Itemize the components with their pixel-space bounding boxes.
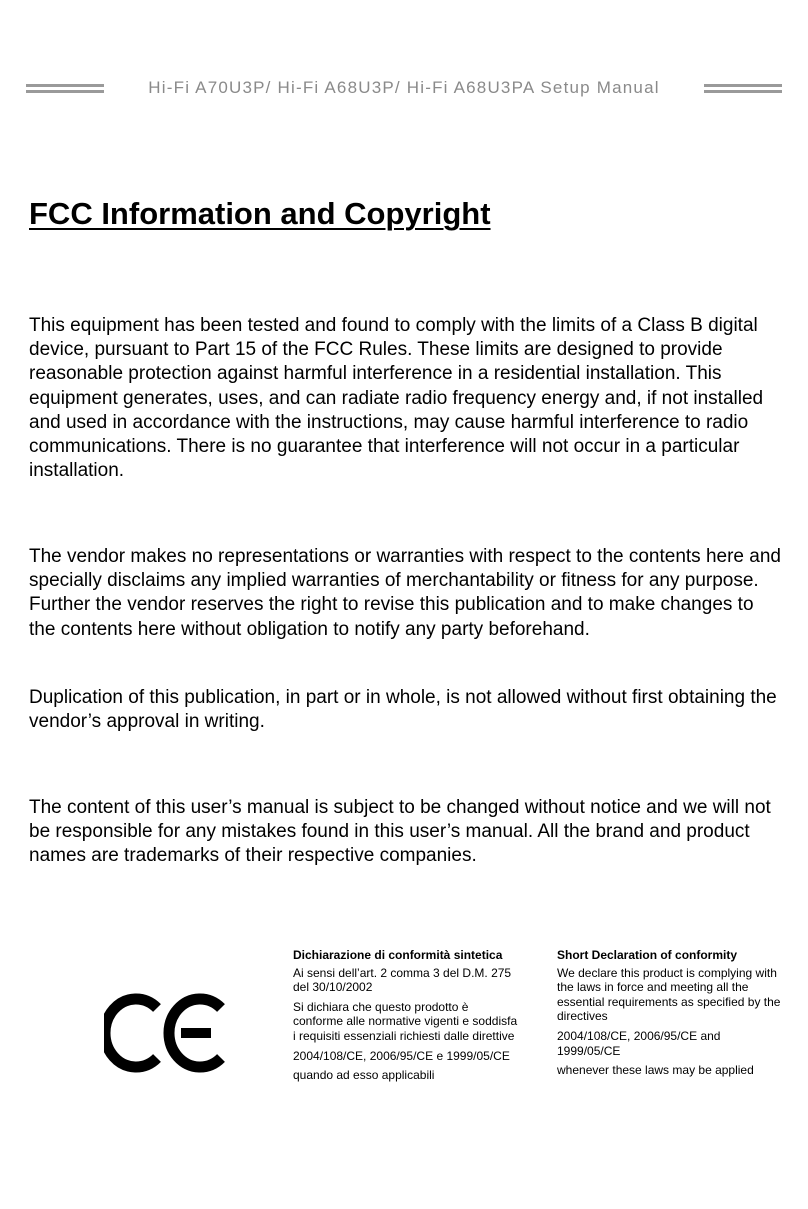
declaration-italian-line: 2004/108/CE, 2006/95/CE e 1999/05/CE <box>293 1048 510 1063</box>
duplication-paragraph: Duplication of this publication, in part or in whole, is not allowed without first obtaining the vendor’s approval in writing. <box>29 687 777 733</box>
declaration-english-line: 2004/108/CE, 2006/95/CE and 1999/05/CE <box>557 1028 721 1058</box>
declaration-english <box>557 948 782 1083</box>
declaration-italian-line: Si dichiara che questo prodotto è conforme alle normative vigenti e soddisfa i requisiti essenziali richiesti dalle direttive <box>293 999 518 1043</box>
warranty-paragraph: The vendor makes no representations or warranties with respect to the contents here and specially disclaims any implied warranties of merchantability or fitness for any purpose. Further the vendor reserves the right to revise this publication and to make changes to the contents here without obligation to notify any party beforehand. <box>29 546 781 640</box>
header-rule-right <box>704 84 782 93</box>
declaration-italian-line: quando ad esso applicabili <box>293 1068 435 1083</box>
declaration-italian-title: Dichiarazione di conformità sintetica <box>293 948 503 962</box>
ce-mark-icon <box>104 990 228 1076</box>
running-header <box>26 76 782 102</box>
declaration-english-title: Short Declaration of conformity <box>557 948 738 962</box>
page-title: FCC Information and Copyright <box>29 196 491 231</box>
declaration-english-line: whenever these laws may be applied <box>557 1063 754 1078</box>
fcc-paragraph: This equipment has been tested and found to comply with the limits of a Class B digital device, pursuant to Part 15 of the FCC Rules. These limits are designed to provide reasonable protection against harmful interference in a residential installation. This equipment generates, uses, and can radiate radio frequency energy and, if not installed and used in accordance with the instructions, may cause harmful interference to radio communications. There is no guarantee that interference will not occur in a particular installation. <box>29 315 764 482</box>
declaration-italian-line: Ai sensi dell’art. 2 comma 3 del D.M. 275 del 30/10/2002 <box>293 965 512 995</box>
header-rule-left <box>26 84 104 93</box>
trademark-paragraph: The content of this user’s manual is subject to be changed without notice and we will not be responsible for any mistakes found in this user’s manual. All the brand and product names are trademarks of their respective companies. <box>29 797 771 867</box>
declaration-english-line: We declare this product is complying with the laws in force and meeting all the essential requirements as specified by the directives <box>557 965 781 1024</box>
declaration-italian <box>293 948 518 1088</box>
header-text: Hi-Fi A70U3P/ Hi-Fi A68U3P/ Hi-Fi A68U3PA Setup Manual <box>148 78 660 97</box>
